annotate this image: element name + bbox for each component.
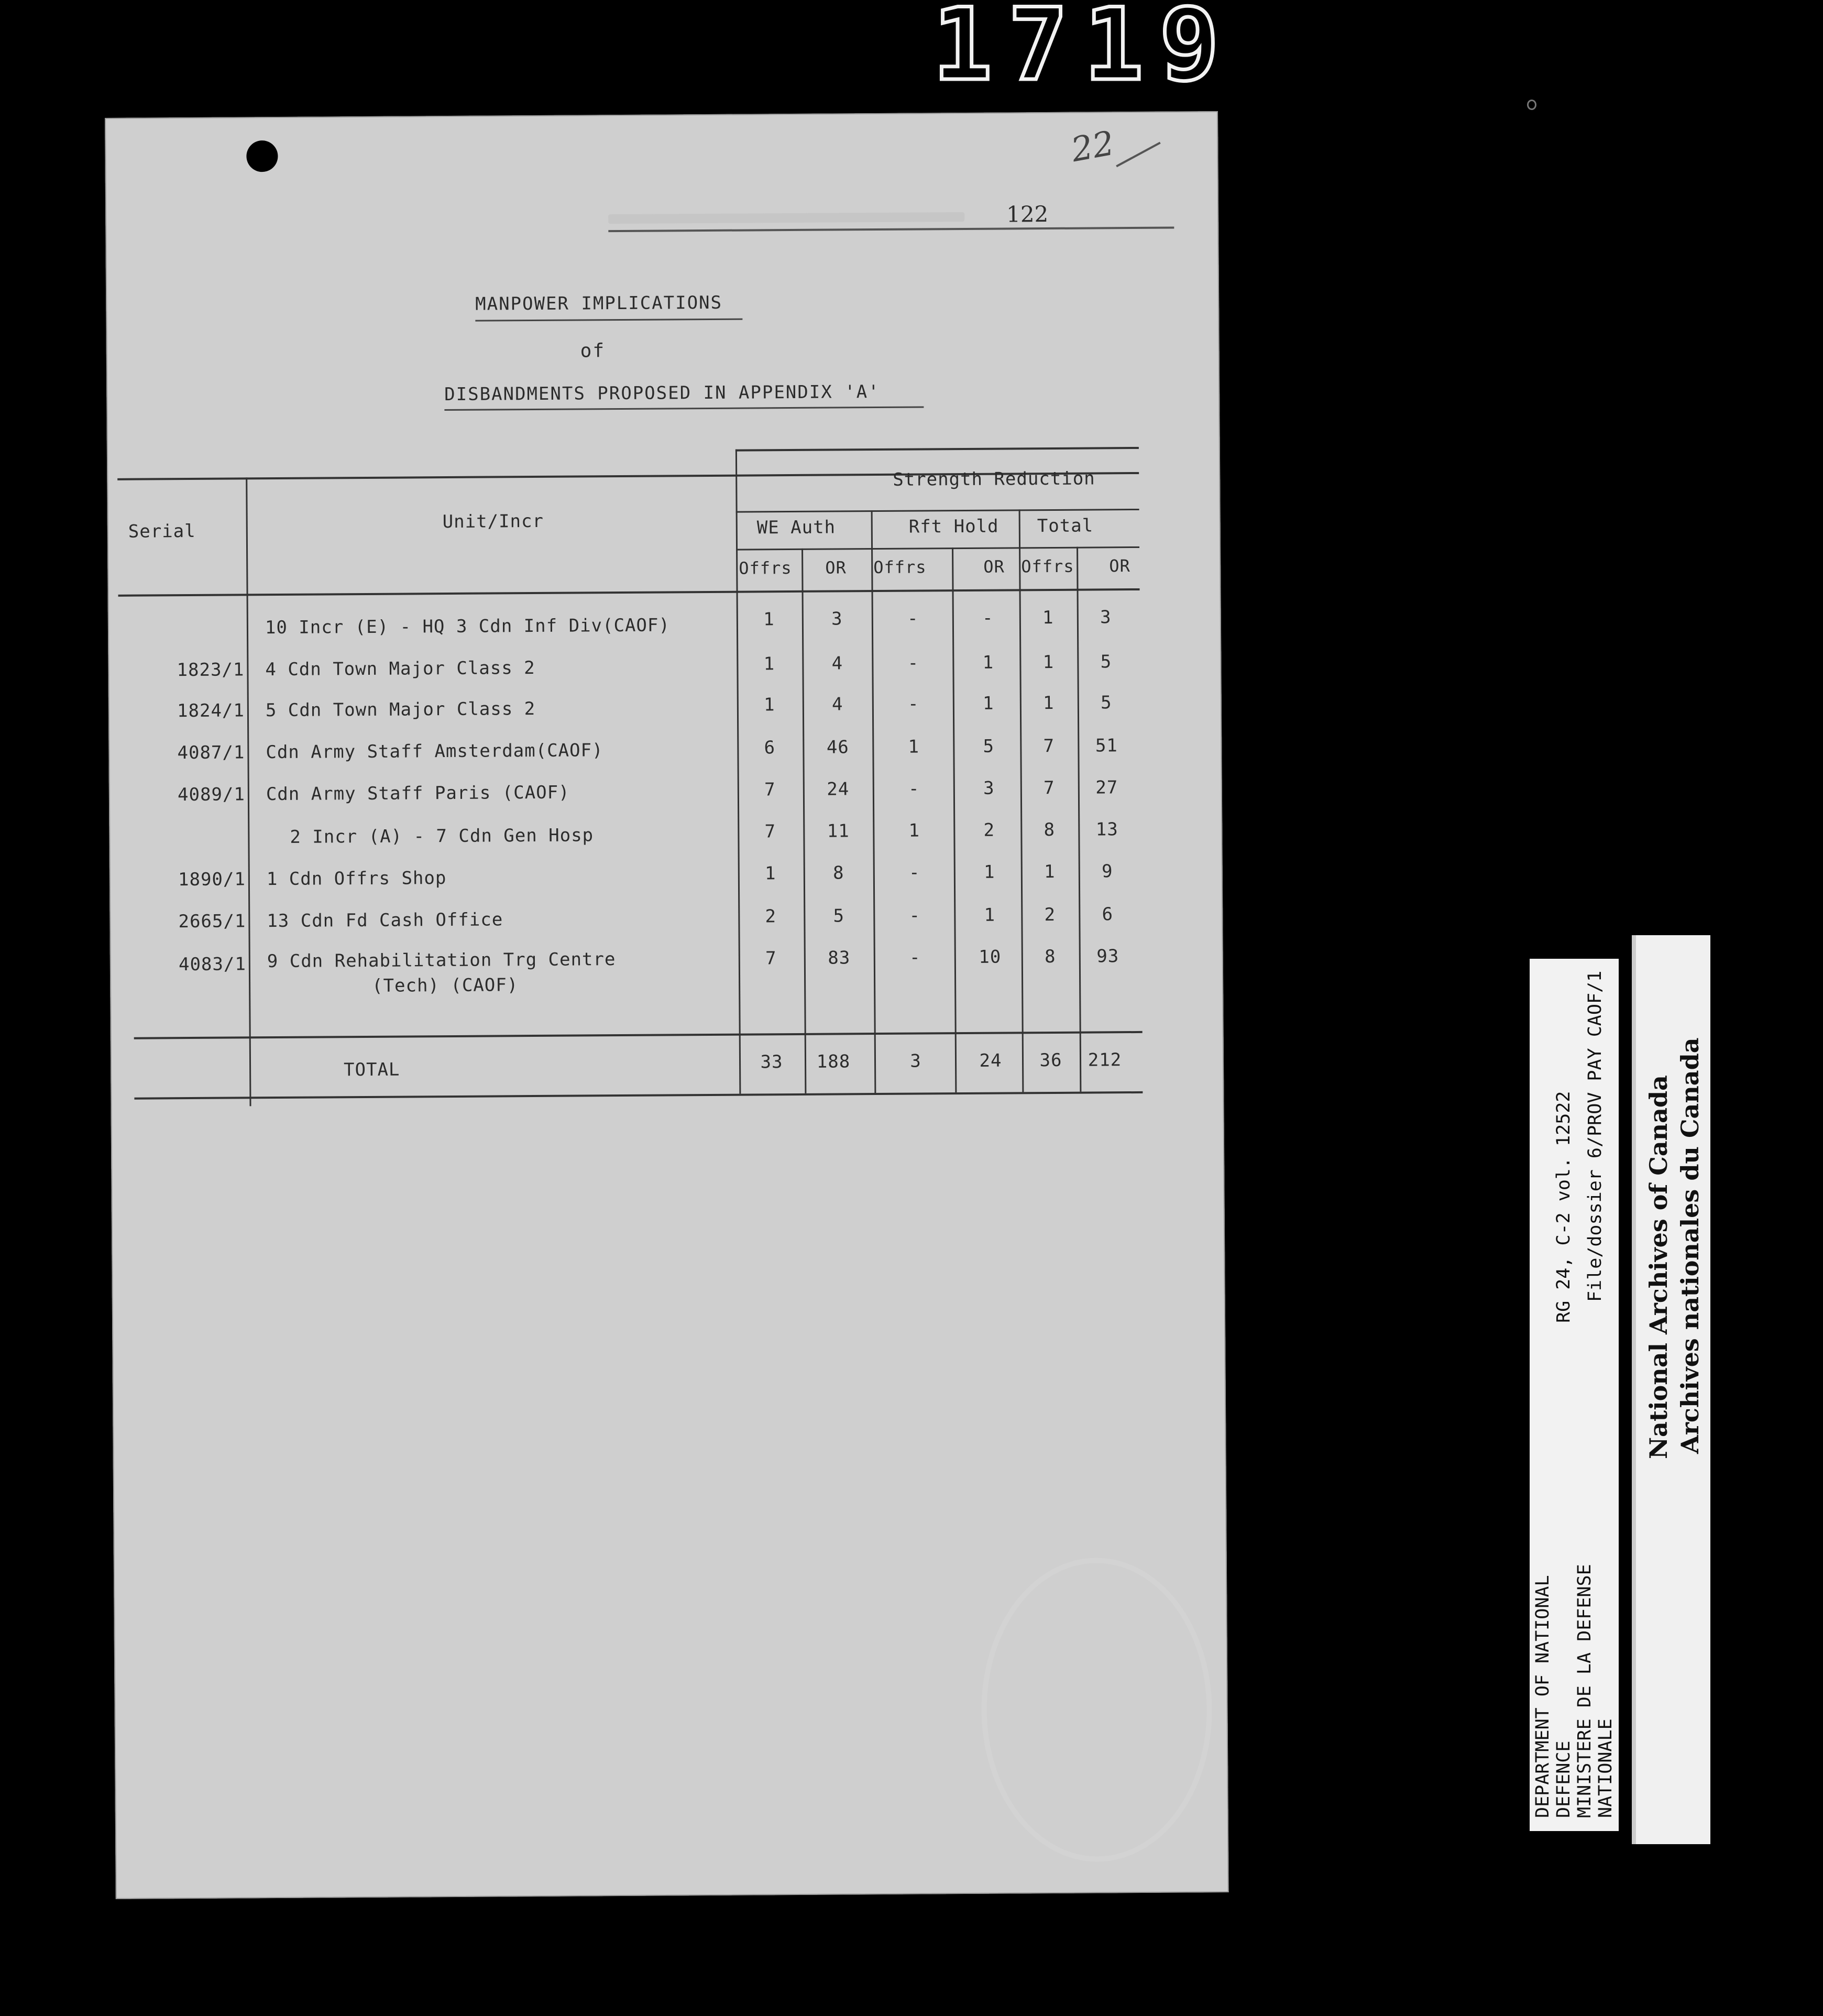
stamp-line: National Archives of Canada: [1644, 1075, 1673, 1459]
table-row-serial: 1823/1: [177, 659, 245, 681]
struck-out-text: [608, 212, 964, 224]
total-total-or: 212: [1088, 1049, 1122, 1071]
table-row-unit: 4 Cdn Town Major Class 2: [265, 658, 535, 681]
cell-we-offrs: 1: [764, 863, 776, 884]
table-col-rule: [1077, 547, 1081, 1092]
header-strength-reduction: Strength Reduction: [893, 468, 1095, 490]
cell-we-or: 46: [826, 737, 849, 758]
heading-subtitle: DISBANDMENTS PROPOSED IN APPENDIX 'A': [444, 381, 880, 406]
cell-we-or: 5: [833, 905, 845, 927]
table-rule-top: [735, 447, 1139, 452]
cell-total-or: 5: [1100, 651, 1112, 673]
cell-we-offrs: 6: [764, 737, 776, 759]
cell-rft-or: 1: [982, 652, 994, 673]
cell-total-offrs: 8: [1044, 946, 1056, 968]
table-col-rule: [735, 450, 741, 1094]
national-archives-stamp: [1632, 935, 1710, 1844]
subheader-offrs: Offrs: [739, 558, 792, 578]
stamp-line: DEPARTMENT OF NATIONAL: [1532, 1575, 1553, 1818]
cell-we-offrs: 7: [764, 821, 776, 842]
table-row-serial: [139, 617, 244, 618]
table-rule-header-bottom: [118, 588, 1140, 597]
cell-rft-or: 3: [983, 777, 995, 799]
table-col-rule: [246, 477, 251, 1106]
cell-total-or: 51: [1095, 735, 1118, 757]
document-page: [105, 111, 1229, 1899]
subheader-or: OR: [983, 556, 1005, 577]
cell-rft-offrs: -: [908, 862, 920, 883]
table-row-unit: 5 Cdn Town Major Class 2: [265, 698, 536, 721]
cell-rft-or: -: [982, 607, 994, 629]
header-serial: Serial: [128, 520, 196, 542]
table-rule-strength: [736, 509, 1139, 513]
table-row-unit: Cdn Army Staff Paris (CAOF): [266, 782, 570, 805]
cell-total-or: 27: [1095, 777, 1118, 798]
cell-rft-or: 5: [983, 736, 995, 757]
cell-we-or: 3: [831, 608, 843, 630]
table-rule-total-top: [134, 1031, 1143, 1039]
table-row-serial: 4087/1: [177, 742, 245, 764]
total-we-offrs: 33: [760, 1051, 783, 1073]
cell-we-offrs: 2: [765, 906, 777, 927]
cell-we-offrs: 7: [765, 948, 777, 969]
subheader-offrs: Offrs: [1021, 556, 1074, 577]
table-row-unit: 10 Incr (E) - HQ 3 Cdn Inf Div(CAOF): [265, 615, 670, 639]
cell-total-offrs: 2: [1044, 904, 1056, 926]
subheader-or: OR: [825, 557, 847, 578]
heading-title: MANPOWER IMPLICATIONS: [475, 292, 723, 315]
cell-total-or: 3: [1100, 607, 1112, 628]
table-row-serial: 1890/1: [178, 869, 246, 891]
table-row-serial: 1824/1: [177, 700, 245, 722]
table-row-unit: 2 Incr (A) - 7 Cdn Gen Hosp: [290, 825, 594, 848]
table-rule-groups: [736, 546, 1139, 551]
stamp-line: NATIONALE: [1595, 1718, 1616, 1818]
cell-we-or: 4: [831, 653, 843, 674]
table-row-unit: 9 Cdn Rehabilitation Trg Centre: [267, 949, 616, 972]
heading-subtitle-underline: [444, 406, 924, 411]
cell-we-or: 83: [828, 947, 851, 969]
reference-line: [608, 201, 1174, 236]
total-total-offrs: 36: [1039, 1049, 1062, 1071]
cell-rft-offrs: 1: [908, 736, 920, 758]
handwritten-page-number: 22: [1068, 124, 1117, 170]
cell-we-offrs: 1: [763, 609, 775, 630]
cell-total-offrs: 7: [1043, 777, 1055, 799]
cell-total-or: 13: [1095, 819, 1118, 840]
cell-total-or: 9: [1101, 861, 1113, 882]
cell-total-offrs: 8: [1044, 819, 1056, 841]
stamp-line: DEFENCE: [1553, 1740, 1574, 1818]
cell-we-offrs: 1: [763, 694, 775, 716]
table-col-rule: [1019, 509, 1024, 1092]
total-we-or: 188: [816, 1051, 851, 1072]
reference-underline: [608, 227, 1174, 233]
table-row-serial: 4089/1: [177, 784, 246, 806]
table-col-rule: [801, 549, 806, 1093]
table-row-unit: Cdn Army Staff Amsterdam(CAOF): [266, 740, 603, 763]
handwritten-stroke: [1116, 142, 1161, 168]
total-label: TOTAL: [343, 1059, 400, 1081]
table-rule-total-bottom: [134, 1091, 1143, 1100]
punch-hole: [246, 140, 278, 172]
cell-we-or: 24: [827, 779, 850, 800]
header-total: Total: [1037, 515, 1094, 537]
frame-number: 1719: [932, 0, 1235, 103]
archive-reference-stamp: [1530, 959, 1619, 1831]
cell-rft-offrs: -: [909, 905, 921, 926]
cell-rft-offrs: -: [907, 652, 919, 674]
cell-rft-or: 1: [984, 904, 996, 926]
cell-rft-offrs: -: [907, 608, 919, 629]
table-row-unit: 1 Cdn Offrs Shop: [266, 868, 447, 890]
header-unit: Unit/Incr: [442, 510, 544, 533]
table-row-serial: 2665/1: [178, 911, 246, 933]
stamp-line: File/dossier 6/PROV PAY CAOF/1: [1585, 970, 1606, 1302]
cell-total-offrs: 1: [1044, 861, 1056, 883]
cell-total-or: 93: [1096, 946, 1119, 967]
cell-rft-offrs: -: [909, 947, 921, 968]
cell-we-or: 11: [827, 820, 850, 842]
cell-rft-or: 1: [983, 861, 995, 883]
cell-rft-or: 10: [979, 946, 1002, 968]
table-row-serial: 4083/1: [178, 954, 246, 976]
table-col-rule: [871, 510, 876, 1093]
cell-rft-offrs: -: [907, 693, 919, 715]
table-col-rule: [952, 547, 957, 1092]
cell-rft-or: 2: [983, 819, 995, 841]
cell-rft-or: 1: [982, 693, 994, 714]
subheader-or: OR: [1109, 556, 1130, 576]
total-rft-offrs: 3: [910, 1050, 921, 1072]
cell-total-offrs: 7: [1043, 735, 1055, 757]
cell-total-or: 6: [1102, 904, 1114, 925]
header-rft-hold: Rft Hold: [908, 516, 999, 538]
subheader-offrs: Offrs: [873, 557, 927, 578]
cell-rft-offrs: 1: [908, 820, 920, 841]
total-rft-or: 24: [979, 1050, 1002, 1071]
cell-total-offrs: 1: [1042, 692, 1055, 714]
stamp-line: RG 24, C-2 vol. 12522: [1553, 1091, 1574, 1323]
table-row-unit-continuation: (Tech) (CAOF): [372, 974, 519, 996]
cell-rft-offrs: -: [908, 778, 920, 799]
heading-connector: of: [580, 340, 606, 362]
heading-underline: [475, 319, 742, 322]
cell-we-or: 4: [831, 694, 843, 715]
cell-total-offrs: 1: [1042, 607, 1054, 629]
cell-we-offrs: 7: [764, 779, 776, 801]
cell-we-offrs: 1: [763, 653, 775, 675]
table-row-unit: 13 Cdn Fd Cash Office: [267, 909, 503, 932]
header-we-auth: WE Auth: [756, 517, 836, 539]
reference-number: 122: [1006, 201, 1049, 227]
stamp-line: Archives nationales du Canada: [1676, 1037, 1704, 1454]
cell-total-offrs: 1: [1042, 651, 1055, 673]
stamp-line: MINISTERE DE LA DEFENSE: [1574, 1564, 1595, 1818]
cell-total-or: 5: [1100, 692, 1112, 714]
film-mark: [1527, 100, 1536, 110]
cell-we-or: 8: [832, 862, 844, 884]
